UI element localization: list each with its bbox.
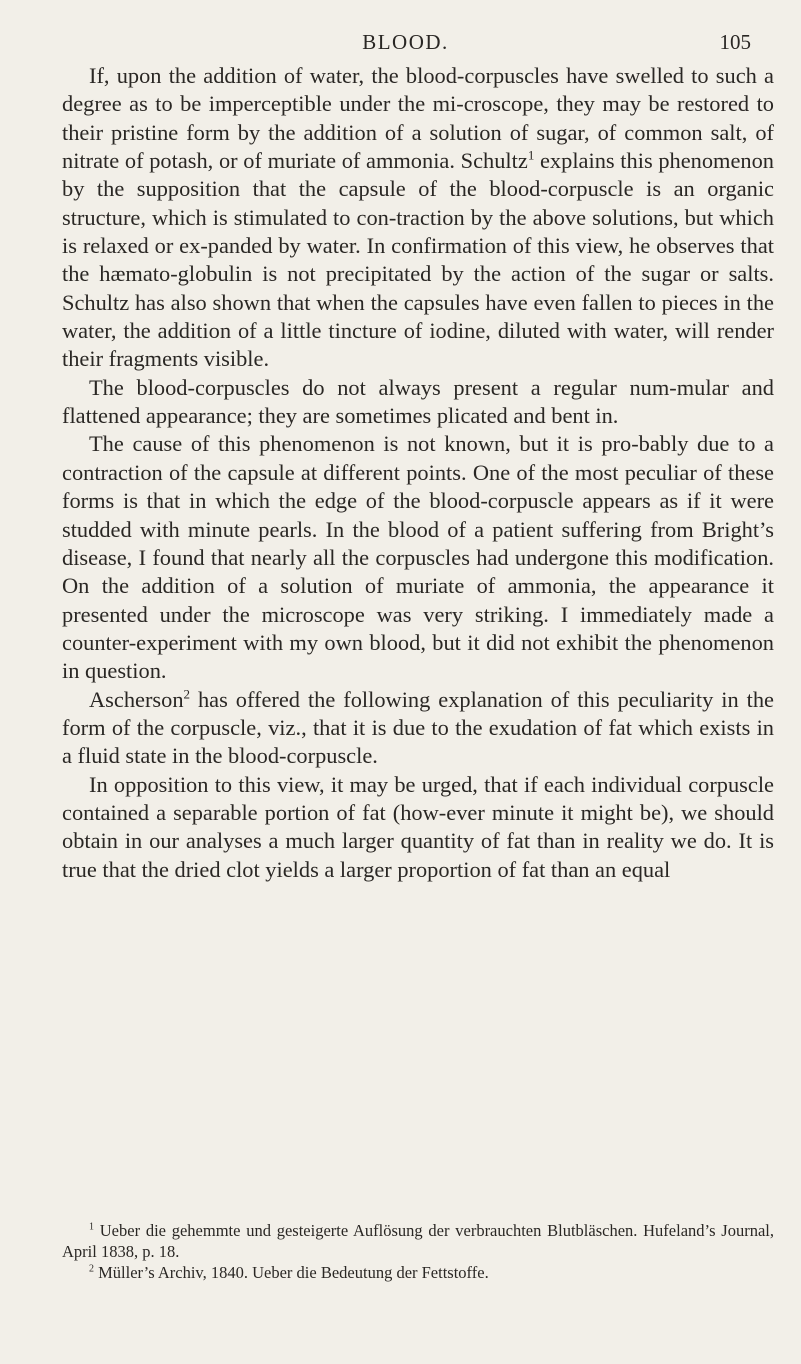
page-number: 105 (719, 30, 751, 54)
footnote-1 (62, 1220, 774, 1262)
running-head: BLOOD. (362, 30, 449, 54)
paragraph-5 (62, 771, 774, 884)
paragraph-2 (62, 374, 774, 431)
text-segment: explains this phenomenon by the supposition that the capsule of the blood-corpuscle is an organic structure, which is stimulated to con-traction by the above solutions, but which is relaxed or ex-panded by water. In confirmation of this view, he observes that the hæmato-globulin is not precipitated by the action of the sugar or salts. Schultz has also shown that when the capsules have even fallen to pieces in the water, the addition of a little tincture of iodine, diluted with water, will render their fragments visible. (62, 148, 774, 372)
body-text (62, 62, 774, 884)
paragraph-1 (62, 62, 774, 374)
text-segment: In opposition to this view, it may be urged, that if each individual corpuscle contained a separable portion of fat (how-ever minute it might be), we should obtain in our analyses a much larger quantity of fat than in reality we do. It is true that the dried clot yields a larger proportion of fat than an equal (62, 771, 774, 882)
text-segment: If, upon the addition of water, the blood-corpuscles have swelled to such a degree as to be imperceptible under the mi-croscope, they may be restored to their pristine form by the addition of a solution of sugar, of common salt, of nitrate of potash, or of muriate of ammonia. Schultz (62, 63, 774, 174)
footnote-2 (62, 1262, 774, 1283)
text-segment: The blood-corpuscles do not always present a regular num-mular and flattened appearance; they are sometimes plicated and bent in. (62, 374, 774, 429)
footnotes (62, 1220, 774, 1283)
footnote-text: Müller’s Archiv, 1840. Ueber die Bedeutung der Fettstoffe. (94, 1263, 489, 1282)
text-segment: has offered the following explanation of this peculiarity in the form of the corpuscle, viz., that it is due to the exudation of fat which exists in a fluid state in the blood-corpuscle. (62, 686, 774, 769)
footnote-ref-2: 2 (183, 686, 191, 702)
footnote-ref-1: 1 (527, 147, 535, 163)
text-segment: The cause of this phenomenon is not known, but it is pro-bably due to a contraction of the capsule at different points. One of the most peculiar of these forms is that in which the edge of the blood-corpuscle appears as if it were studded with minute pearls. In the blood of a patient suffering from Bright’s disease, I found that nearly all the corpuscles had undergone this modification. On the addition of a solution of muriate of ammonia, the appearance it presented under the microscope was very striking. I immediately made a counter-experiment with my own blood, but it did not exhibit the phenomenon in question. (62, 431, 774, 684)
footnote-marker: 1 (89, 1221, 94, 1233)
paragraph-4 (62, 686, 774, 771)
footnote-text: Ueber die gehemmte und gesteigerte Auflösung der verbrauchten Blutbläschen. Hufeland’s Journal, April 1838, p. 18. (62, 1221, 774, 1261)
footnote-marker: 2 (89, 1263, 94, 1275)
paragraph-3 (62, 430, 774, 685)
text-segment: Ascherson (89, 686, 184, 712)
